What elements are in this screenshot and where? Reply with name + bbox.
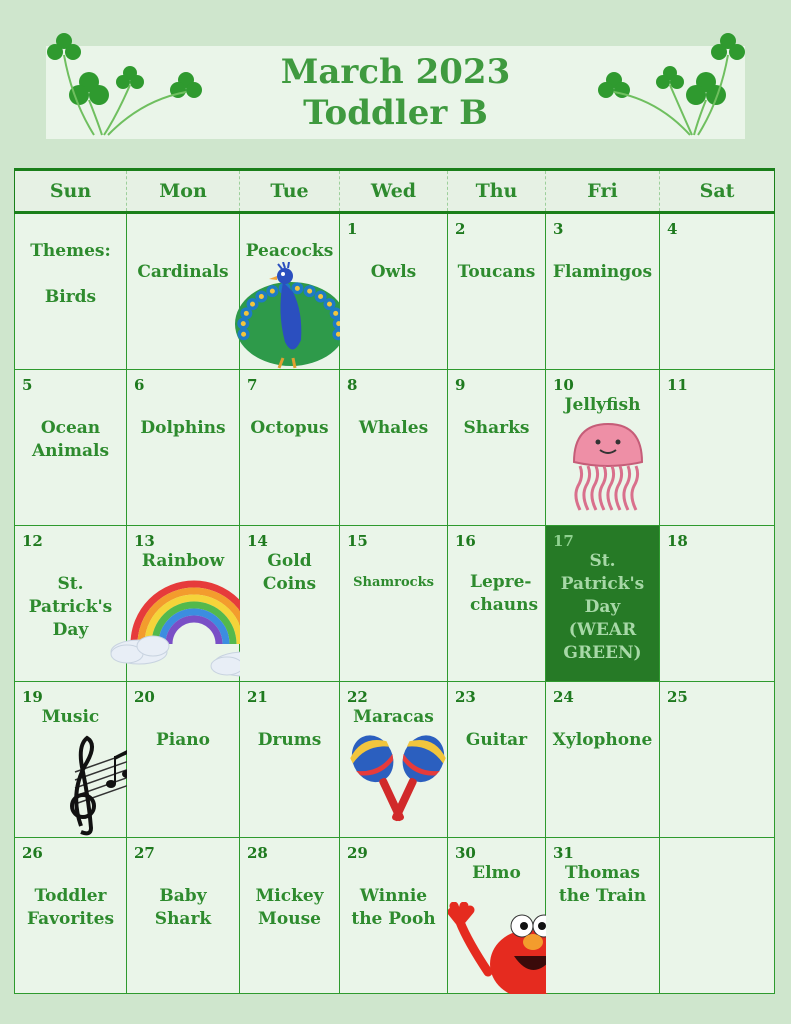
calendar-day-cell bbox=[660, 370, 775, 526]
calendar-day-cell bbox=[15, 682, 127, 838]
jellyfish-icon bbox=[568, 420, 648, 524]
day-number: 6 bbox=[134, 376, 145, 394]
day-number: 11 bbox=[667, 376, 688, 394]
day-theme-label: Guitar bbox=[465, 730, 528, 750]
weekday-tue: Tue bbox=[240, 170, 340, 213]
day-number: 13 bbox=[134, 532, 155, 550]
day-theme-label: Mickey Mouse bbox=[255, 886, 324, 929]
title-class: Toddler B bbox=[303, 93, 488, 133]
weekday-fri: Fri bbox=[546, 170, 660, 213]
day-theme-label: Xylophone bbox=[552, 730, 653, 750]
day-number: 20 bbox=[134, 688, 155, 706]
day-theme-label: Drums bbox=[257, 730, 322, 750]
day-number: 18 bbox=[667, 532, 688, 550]
calendar-day-cell bbox=[127, 370, 240, 526]
calendar-day-cell bbox=[546, 213, 660, 370]
shamrock-cluster-left-icon bbox=[42, 30, 212, 140]
calendar-day-cell bbox=[340, 838, 448, 994]
day-theme-label: Gold Coins bbox=[262, 551, 317, 594]
calendar-day-cell bbox=[127, 526, 240, 682]
calendar-day-cell bbox=[660, 213, 775, 370]
weekday-wed: Wed bbox=[340, 170, 448, 213]
day-theme-label: Octopus bbox=[250, 418, 329, 438]
calendar-day-cell bbox=[240, 838, 340, 994]
day-theme-label: Jellyfish bbox=[564, 395, 641, 415]
calendar-week-row bbox=[15, 526, 775, 682]
day-number: 26 bbox=[22, 844, 43, 862]
day-number: 31 bbox=[553, 844, 574, 862]
calendar-day-cell bbox=[448, 682, 546, 838]
weekday-header-row bbox=[15, 170, 775, 213]
day-theme-label: Flamingos bbox=[552, 262, 653, 282]
peacock-icon bbox=[233, 262, 349, 376]
calendar-day-cell bbox=[127, 682, 240, 838]
day-number: 7 bbox=[247, 376, 258, 394]
day-theme-label: Dolphins bbox=[140, 418, 226, 438]
title-banner bbox=[46, 46, 745, 139]
weekday-sat: Sat bbox=[660, 170, 775, 213]
day-theme-label: Elmo bbox=[472, 863, 521, 883]
weekday-sun: Sun bbox=[15, 170, 127, 213]
day-theme-label: Owls bbox=[370, 262, 417, 282]
calendar-day-cell bbox=[448, 370, 546, 526]
day-theme-label: Piano bbox=[156, 730, 210, 750]
day-number: 17 bbox=[553, 532, 574, 550]
day-theme-label: St. Patrick's Day bbox=[28, 574, 113, 640]
calendar-day-cell bbox=[127, 213, 240, 370]
calendar-day-cell bbox=[448, 213, 546, 370]
day-number: 9 bbox=[455, 376, 466, 394]
title-month: March 2023 bbox=[280, 52, 511, 92]
day-number: 21 bbox=[247, 688, 268, 706]
day-number: 10 bbox=[553, 376, 574, 394]
shamrock-cluster-right-icon bbox=[598, 30, 758, 140]
day-number: 25 bbox=[667, 688, 688, 706]
calendar-day-cell bbox=[127, 838, 240, 994]
day-number: 8 bbox=[347, 376, 358, 394]
day-theme-label: Music bbox=[41, 707, 100, 727]
day-theme-label: Toucans bbox=[457, 262, 536, 282]
day-theme-label: Shamrocks bbox=[353, 575, 434, 590]
day-theme-label: Baby Shark bbox=[154, 886, 212, 929]
day-number: 23 bbox=[455, 688, 476, 706]
calendar-day-cell bbox=[546, 370, 660, 526]
calendar-week-row bbox=[15, 370, 775, 526]
weekday-thu: Thu bbox=[448, 170, 546, 213]
day-number: 15 bbox=[347, 532, 368, 550]
calendar-day-cell bbox=[340, 213, 448, 370]
calendar-week-row bbox=[15, 682, 775, 838]
weekday-mon: Mon bbox=[127, 170, 240, 213]
calendar-day-cell bbox=[240, 370, 340, 526]
day-number: 30 bbox=[455, 844, 476, 862]
day-theme-label: Winnie the Pooh bbox=[351, 886, 436, 929]
day-theme-label: Thomas the Train bbox=[558, 863, 647, 906]
maracas-icon bbox=[350, 732, 446, 840]
day-theme-label: Peacocks bbox=[245, 241, 334, 261]
day-number: 27 bbox=[134, 844, 155, 862]
calendar-day-cell bbox=[448, 838, 546, 994]
day-number: 19 bbox=[22, 688, 43, 706]
calendar-day-cell bbox=[240, 682, 340, 838]
calendar-day-cell bbox=[340, 370, 448, 526]
calendar-day-cell bbox=[15, 838, 127, 994]
calendar-day-cell bbox=[660, 682, 775, 838]
calendar-day-cell bbox=[660, 526, 775, 682]
day-theme-label: Cardinals bbox=[137, 262, 229, 282]
day-theme-label: Rainbow bbox=[141, 551, 225, 571]
calendar-day-cell bbox=[15, 370, 127, 526]
day-theme-label: Whales bbox=[358, 418, 429, 438]
calendar-day-cell bbox=[240, 213, 340, 370]
day-theme-label: Toddler Favorites bbox=[26, 886, 115, 929]
calendar-day-cell bbox=[660, 838, 775, 994]
day-theme-label: Lepre-chauns bbox=[470, 572, 539, 615]
day-number: 16 bbox=[455, 532, 476, 550]
calendar-week-row bbox=[15, 213, 775, 370]
day-number: 1 bbox=[347, 220, 358, 238]
day-theme-label: Themes: Birds bbox=[30, 241, 111, 307]
day-number: 5 bbox=[22, 376, 33, 394]
calendar-day-cell bbox=[546, 838, 660, 994]
day-number: 29 bbox=[347, 844, 368, 862]
day-number: 28 bbox=[247, 844, 268, 862]
calendar-day-cell bbox=[340, 682, 448, 838]
day-theme-label: Maracas bbox=[353, 707, 434, 727]
calendar-day-cell bbox=[546, 682, 660, 838]
day-number: 2 bbox=[455, 220, 466, 238]
day-theme-label: Sharks bbox=[463, 418, 530, 438]
calendar-day-cell bbox=[15, 213, 127, 370]
calendar-grid bbox=[14, 168, 775, 994]
calendar-day-cell bbox=[240, 526, 340, 682]
calendar-day-cell bbox=[546, 526, 660, 682]
calendar-day-cell bbox=[448, 526, 546, 682]
day-number: 24 bbox=[553, 688, 574, 706]
calendar-day-cell bbox=[340, 526, 448, 682]
day-number: 4 bbox=[667, 220, 678, 238]
day-theme-label: St. Patrick's Day (WEAR GREEN) bbox=[560, 551, 645, 663]
calendar-week-row bbox=[15, 838, 775, 994]
day-number: 3 bbox=[553, 220, 564, 238]
day-theme-label: Ocean Animals bbox=[31, 418, 110, 461]
day-number: 14 bbox=[247, 532, 268, 550]
day-number: 12 bbox=[22, 532, 43, 550]
day-number: 22 bbox=[347, 688, 368, 706]
